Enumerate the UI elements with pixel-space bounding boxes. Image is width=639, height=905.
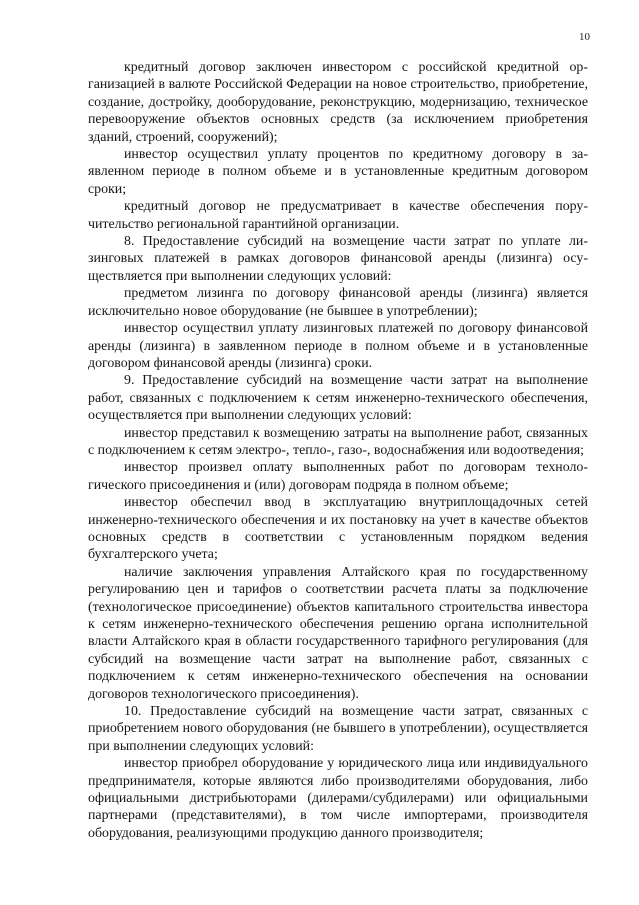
paragraph-section-8-leasing: 8. Предоставление субсидий на возмещение части затрат по уплате лизинговых платежей в рамках договоров финансовой аренды (лизинга) осуществляется при выполнении следующих условий: bbox=[88, 234, 588, 284]
paragraph-interest-paid: инвестор осуществил уплату процентов по кредитному договору в заявленном периоде в полном объеме и в установленные кредитным договором сроки; bbox=[88, 147, 588, 197]
page-number: 10 bbox=[579, 31, 590, 43]
paragraph-section-9-connection: 9. Предоставление субсидий на возмещение части затрат на выполнение работ, связанных с подключением к сетям инженерно-технического обеспечения, осуществляется при выполнении следующих условий: bbox=[88, 373, 588, 424]
paragraph-connection-payment: инвестор произвел оплату выполненных работ по договорам технологического присоединения и (или) договорам подряда в полном объеме; bbox=[88, 460, 588, 493]
paragraph-networks-commissioning: инвестор обеспечил ввод в эксплуатацию внутриплощадочных сетей инженерно-технического обеспечения и их постановку на учет в качестве объектов основных средств в соответствии с установленным порядком ведения бухгалтерского учета; bbox=[88, 495, 588, 563]
paragraph-leasing-new-equipment: предметом лизинга по договору финансовой аренды (лизинга) является исключительно новое оборудование (не бывшее в употреблении); bbox=[88, 286, 588, 319]
paragraph-leasing-payments: инвестор осуществил уплату лизинговых платежей по договору финансовой аренды (лизинга) в заявленном периоде в полном объеме и в установленные договором финансовой аренды (лизинга) сроки. bbox=[88, 321, 588, 371]
document-body bbox=[88, 59, 588, 842]
paragraph-connection-costs: инвестор представил к возмещению затраты на выполнение работ, связанных с подключением к сетям электро-, тепло-, газо-, водоснабжения или водоотведения; bbox=[88, 425, 588, 458]
paragraph-loan-agreement-currency: кредитный договор заключен инвестором с российской кредитной организацией в валюте Российской Федерации на новое строительство, приобретение, создание, достройку, дооборудование, реконструкцию, модернизацию, техническое перевооружение объектов основных средств (за исключением приобретения зданий, строений, сооружений); bbox=[88, 60, 588, 145]
paragraph-tariff-conclusion: наличие заключения управления Алтайского края по государственному регулированию цен и тарифов о соответствии расчета платы за подключение (технологическое присоединение) объектов капитального строительства инвестора к сетям инженерно-технического обеспечения решению органа исполнительной власти Алтайского края в области государственного тарифного регулирования (для субсидий на возмещение части затрат на выполнение работ, связанных с подключением к сетям инженерно-технического обеспечения на основании договоров технологического присоединения). bbox=[88, 564, 588, 702]
paragraph-equipment-supplier: инвестор приобрел оборудование у юридического лица или индивидуального предпринимателя, которые являются либо производителями оборудования, либо официальными дистрибьюторами (дилерами/субдилерами) или официальными партнерами (представителями), в том числе импортерами, производителя оборудования, реализующими продукцию данного производителя; bbox=[88, 756, 588, 841]
paragraph-section-10-equipment: 10. Предоставление субсидий на возмещение части затрат, связанных с приобретением нового оборудования (не бывшего в употреблении), осуществляется при выполнении следующих условий: bbox=[88, 704, 588, 754]
paragraph-no-guarantee: кредитный договор не предусматривает в качестве обеспечения поручительство региональной гарантийной организации. bbox=[88, 199, 588, 232]
